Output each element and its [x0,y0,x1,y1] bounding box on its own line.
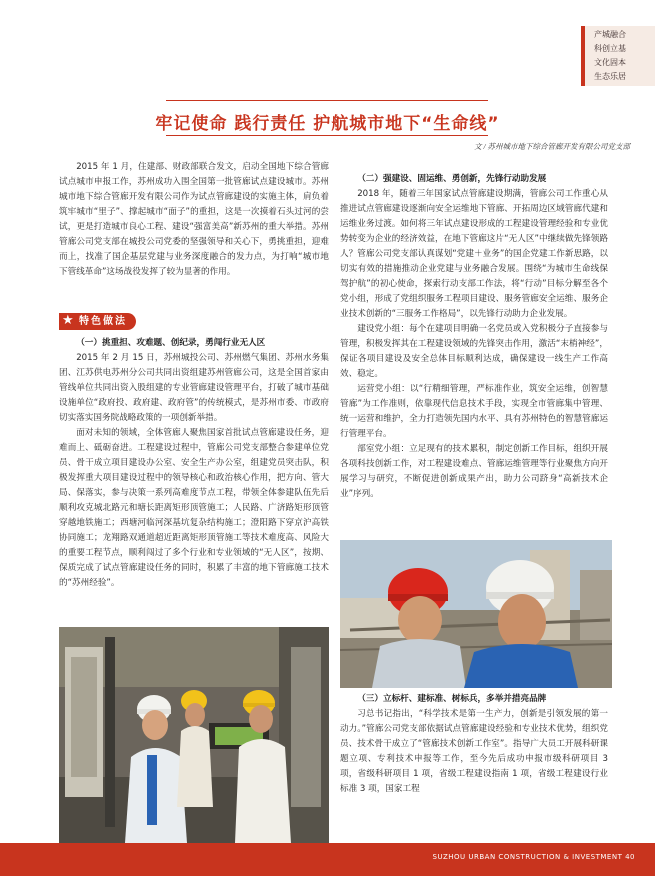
section-badge-label: 特色做法 [79,316,127,327]
tunnel-inspection-photo [59,627,329,843]
section2-paragraph: 2018 年，随着三年国家试点管廊建设期满，管廊公司工作重心从推进试点管廊建设逐渐向安全运维地下管廊、开拓周边区域管廊代建和运维业务过渡。如何将三年试点建设形成的工程建设管理经验和专业优势转变为企业的经济效益，在地下管廊这片“无人区”中继续做先锋领路人？管廊公司党支部认真谋划“党建＋业务”的国企党建工作新思路，以切实有效的措施推动企业党建与业务融合发展。围绕“为城市生命线保驾护航”的初心使命，探索行动支部工作法，将“行动”目标分解至各个党小组，形成了党组织服务工程项目建设、服务管廊安全运维、服务企业技术创新的“三服务工作格局”，以先锋行动助力企业发展。 [340,189,608,319]
intro-paragraph: 2015 年 1 月，住建部、财政部联合发文，启动全国地下综合管廊试点城市申报工作，苏州成功入围全国第一批管廊试点建设城市。苏州城市地下综合管廊开发有限公司作为试点管廊建设的实施主体，肩负着筑牢城市“里子”、撑起城市“面子”的重担，这是一次摸着石头过河的尝试，更是打造城市良心工程、建设“强富美高”新苏州的重大举措。苏州管廊公司党支部在城投公司党委的坚强领导和关心下，勇挑重担，迎难而上，找准了国企基层党建与业务深度融合的发力点，为打响“城市地下管线革命”这场战役发挥了较为显著的作用。 [59,162,329,277]
section1-paragraph: 2015 年 2 月 15 日，苏州城投公司、苏州燃气集团、苏州水务集团、江苏供电苏州分公司共同出资组建苏州管廊公司，这是全国首家由管线单位共同出资入股组建的专业管廊建设管理平台，打破了城市基础设施单位“政府投、政府建、政府管”的传统模式，是苏州市委、市政府切实落实国务院战略政策的一项创新举措。 [59,353,329,423]
section-badge [59,313,136,330]
section-tag-line: 生态乐居 [594,72,626,81]
section-tag-line: 文化固本 [594,58,626,67]
footer-text: SUZHOU URBAN CONSTRUCTION & INVESTMENT 40 [432,853,635,861]
section1-paragraph: 面对未知的领域，全体管廊人聚焦国家首批试点管廊建设任务，迎难而上、砥砺奋进。工程建设过程中，管廊公司党支部整合参建单位党员、骨干成立项目建设办公室、安全生产办公室，组建党员突击队，积极发挥重大项目建设过程中的领导核心和政治核心作用，把方向、管大局、保落实，参与决策一系列高难度节点工程，带领全体参建队伍先后顺利攻克城北路元和塘长距离矩形顶管施工；人民路、广济路矩形顶管穿越地铁施工；西塘河临河深基坑复杂结构施工；澄阳路下穿京沪高铁协同施工；龙翔路双通道超近距离矩形顶管施工等技术难度高、风险大的重要工程节点，顺利闯过了多个行业和专业领域的“无人区”，按期、保质完成了试点管廊建设任务的同时，积累了丰富的地下管廊施工技术的“苏州经验”。 [59,428,329,588]
title-rule-bottom [166,135,488,136]
section1-heading: （一）挑重担、攻难题、创纪录，勇闯行业无人区 [76,338,266,348]
section2-paragraph: 运营党小组：以“行精细管理，严标准作业，筑安全运维，创智慧管廊”为工作准则，依靠现代信息技术手段，实现全市管廊集中管理、统一运营和维护，全力打造领先国内水平、具有苏州特色的智慧管廊运行管理平台。 [340,384,608,439]
section3-heading: （三）立标杆、建标准、树标兵，多举并措亮品牌 [357,694,547,704]
section3-paragraph: 习总书记指出，“科学技术是第一生产力，创新是引领发展的第一动力。”管廊公司党支部依据试点管廊建设经验和专业技术优势，组织党员、技术骨干成立了“管廊技术创新工作室”。指导广大员工开展科研课题立项、专利技术申报等工作，至今先后成功申报市级科研项目 3 项，省级科研项目 1 项，省级工程建设指南 1 项，省级工程建设行业标准 3 项，国家工程 [340,709,608,794]
star-icon: ★ [62,313,74,328]
section-tag-bar [581,26,585,86]
page-footer [0,843,655,876]
article-byline: 文 / 苏州城市地下综合管廊开发有限公司党支部 [474,142,630,151]
section2-paragraph: 部室党小组：立足现有的技术累积，制定创新工作目标，组织开展各项科技创新工作，对工程建设难点、管廊运维管理等行业聚焦方向开展学习与研究，不断促进创新成果产出，助力公司跻身“高新技术企业”序列。 [340,444,608,499]
article-title: 牢记使命 践行责任 护航城市地下“生命线” [155,114,500,134]
right-column-top [340,172,608,502]
title-rule-top [166,100,488,101]
construction-photo-illustration [340,540,612,688]
construction-site-photo [340,540,612,688]
right-column-bottom [340,692,608,797]
section2-heading: （二）强建设、固运维、勇创新，先锋行动助发展 [357,174,547,184]
section-tag [581,26,655,86]
tunnel-photo-illustration [59,627,329,843]
section-tag-line: 科创立基 [594,44,626,53]
section2-paragraph: 建设党小组：每个在建项目明确一名党员或入党积极分子直接参与管理，积极发挥其在工程建设领域的先锋突击作用，激活“末梢神经”，保证各项目建设及安全总体目标顺利达成，确保建设一线生产工作高效、稳定。 [340,324,608,379]
section-tag-line: 产城融合 [594,30,626,39]
intro-block [59,160,329,280]
section1-block [59,336,329,591]
